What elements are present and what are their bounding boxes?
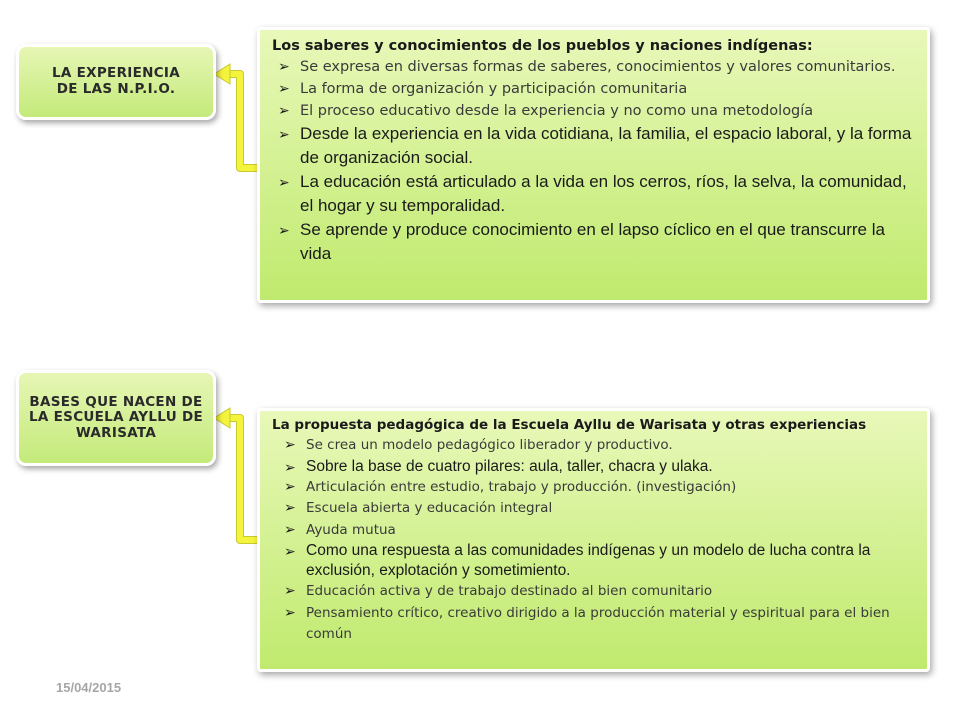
arrow-bullet-icon: ➢ [284, 543, 296, 559]
arrow-bullet-icon: ➢ [278, 81, 290, 97]
list-item: ➢ Como una respuesta a las comunidades indígenas y un modelo de lucha contra la exclusión, explotación y sometimiento. [284, 542, 871, 579]
list-item: ➢ Pensamiento crítico, creativo dirigido a la producción material y espiritual para el bien común [284, 604, 890, 642]
list-item: ➢ Se expresa en diversas formas de saberes, conocimientos y valores comunitarios. [272, 56, 915, 78]
list-item: ➢ La forma de organización y participación comunitaria [272, 78, 915, 100]
label-warisata-text: BASES QUE NACEN DE LA ESCUELA AYLLU DE WARISATA [29, 393, 203, 441]
label-experiencia-text: LA EXPERIENCIA DE LAS N.P.I.O. [51, 65, 180, 97]
arrow-bullet-icon: ➢ [284, 500, 296, 516]
saberes-box [257, 27, 930, 303]
saberes-list [272, 56, 915, 266]
list-item: ➢ Desde la experiencia en la vida cotidiana, la familia, el espacio laboral, y la forma de organización social. [278, 124, 912, 167]
arrow-bullet-icon: ➢ [278, 222, 290, 238]
warisata-title: La propuesta pedagógica de la Escuela Ayllu de Warisata y otras experiencias [272, 417, 867, 433]
list-item: ➢ Se crea un modelo pedagógico liberador y productivo. [278, 435, 915, 457]
arrow-bullet-icon: ➢ [278, 174, 290, 190]
arrowhead-1 [214, 64, 230, 84]
list-item: ➢ Articulación entre estudio, trabajo y producción. (investigación) [278, 477, 915, 499]
arrow-bullet-icon: ➢ [284, 604, 296, 621]
list-item: ➢ Escuela abierta y educación integral [278, 498, 915, 520]
list-item: ➢ El proceso educativo desde la experiencia y no como una metodología [272, 100, 915, 122]
arrow-bullet-icon: ➢ [284, 521, 296, 538]
arrowhead-2 [214, 408, 230, 428]
arrow-bullet-icon: ➢ [278, 59, 290, 75]
list-item: ➢ Sobre la base de cuatro pilares: aula, taller, chacra y ulaka. [284, 457, 713, 475]
arrow-bullet-icon: ➢ [284, 478, 296, 495]
saberes-title: Los saberes y conocimientos de los pueblos y naciones indígenas: [272, 38, 813, 54]
list-item: ➢ Educación activa y de trabajo destinado al bien comunitario [278, 581, 915, 603]
list-item: ➢ Se aprende y produce conocimiento en el lapso cíclico en el que transcurre la vida [278, 220, 885, 263]
list-item: ➢ La educación está articulado a la vida en los cerros, ríos, la selva, la comunidad, el hogar y su temporalidad. [278, 172, 907, 215]
label-experiencia [16, 44, 216, 120]
warisata-list [272, 435, 915, 646]
arrow-bullet-icon: ➢ [284, 437, 296, 453]
label-warisata [16, 370, 216, 466]
warisata-box [257, 408, 930, 672]
arrow-bullet-icon: ➢ [278, 126, 290, 142]
arrow-bullet-icon: ➢ [284, 583, 296, 599]
arrow-bullet-icon: ➢ [278, 103, 290, 119]
slide-date: 15/04/2015 [56, 680, 122, 695]
list-item: ➢ Ayuda mutua [278, 520, 915, 542]
arrow-bullet-icon: ➢ [284, 458, 296, 475]
